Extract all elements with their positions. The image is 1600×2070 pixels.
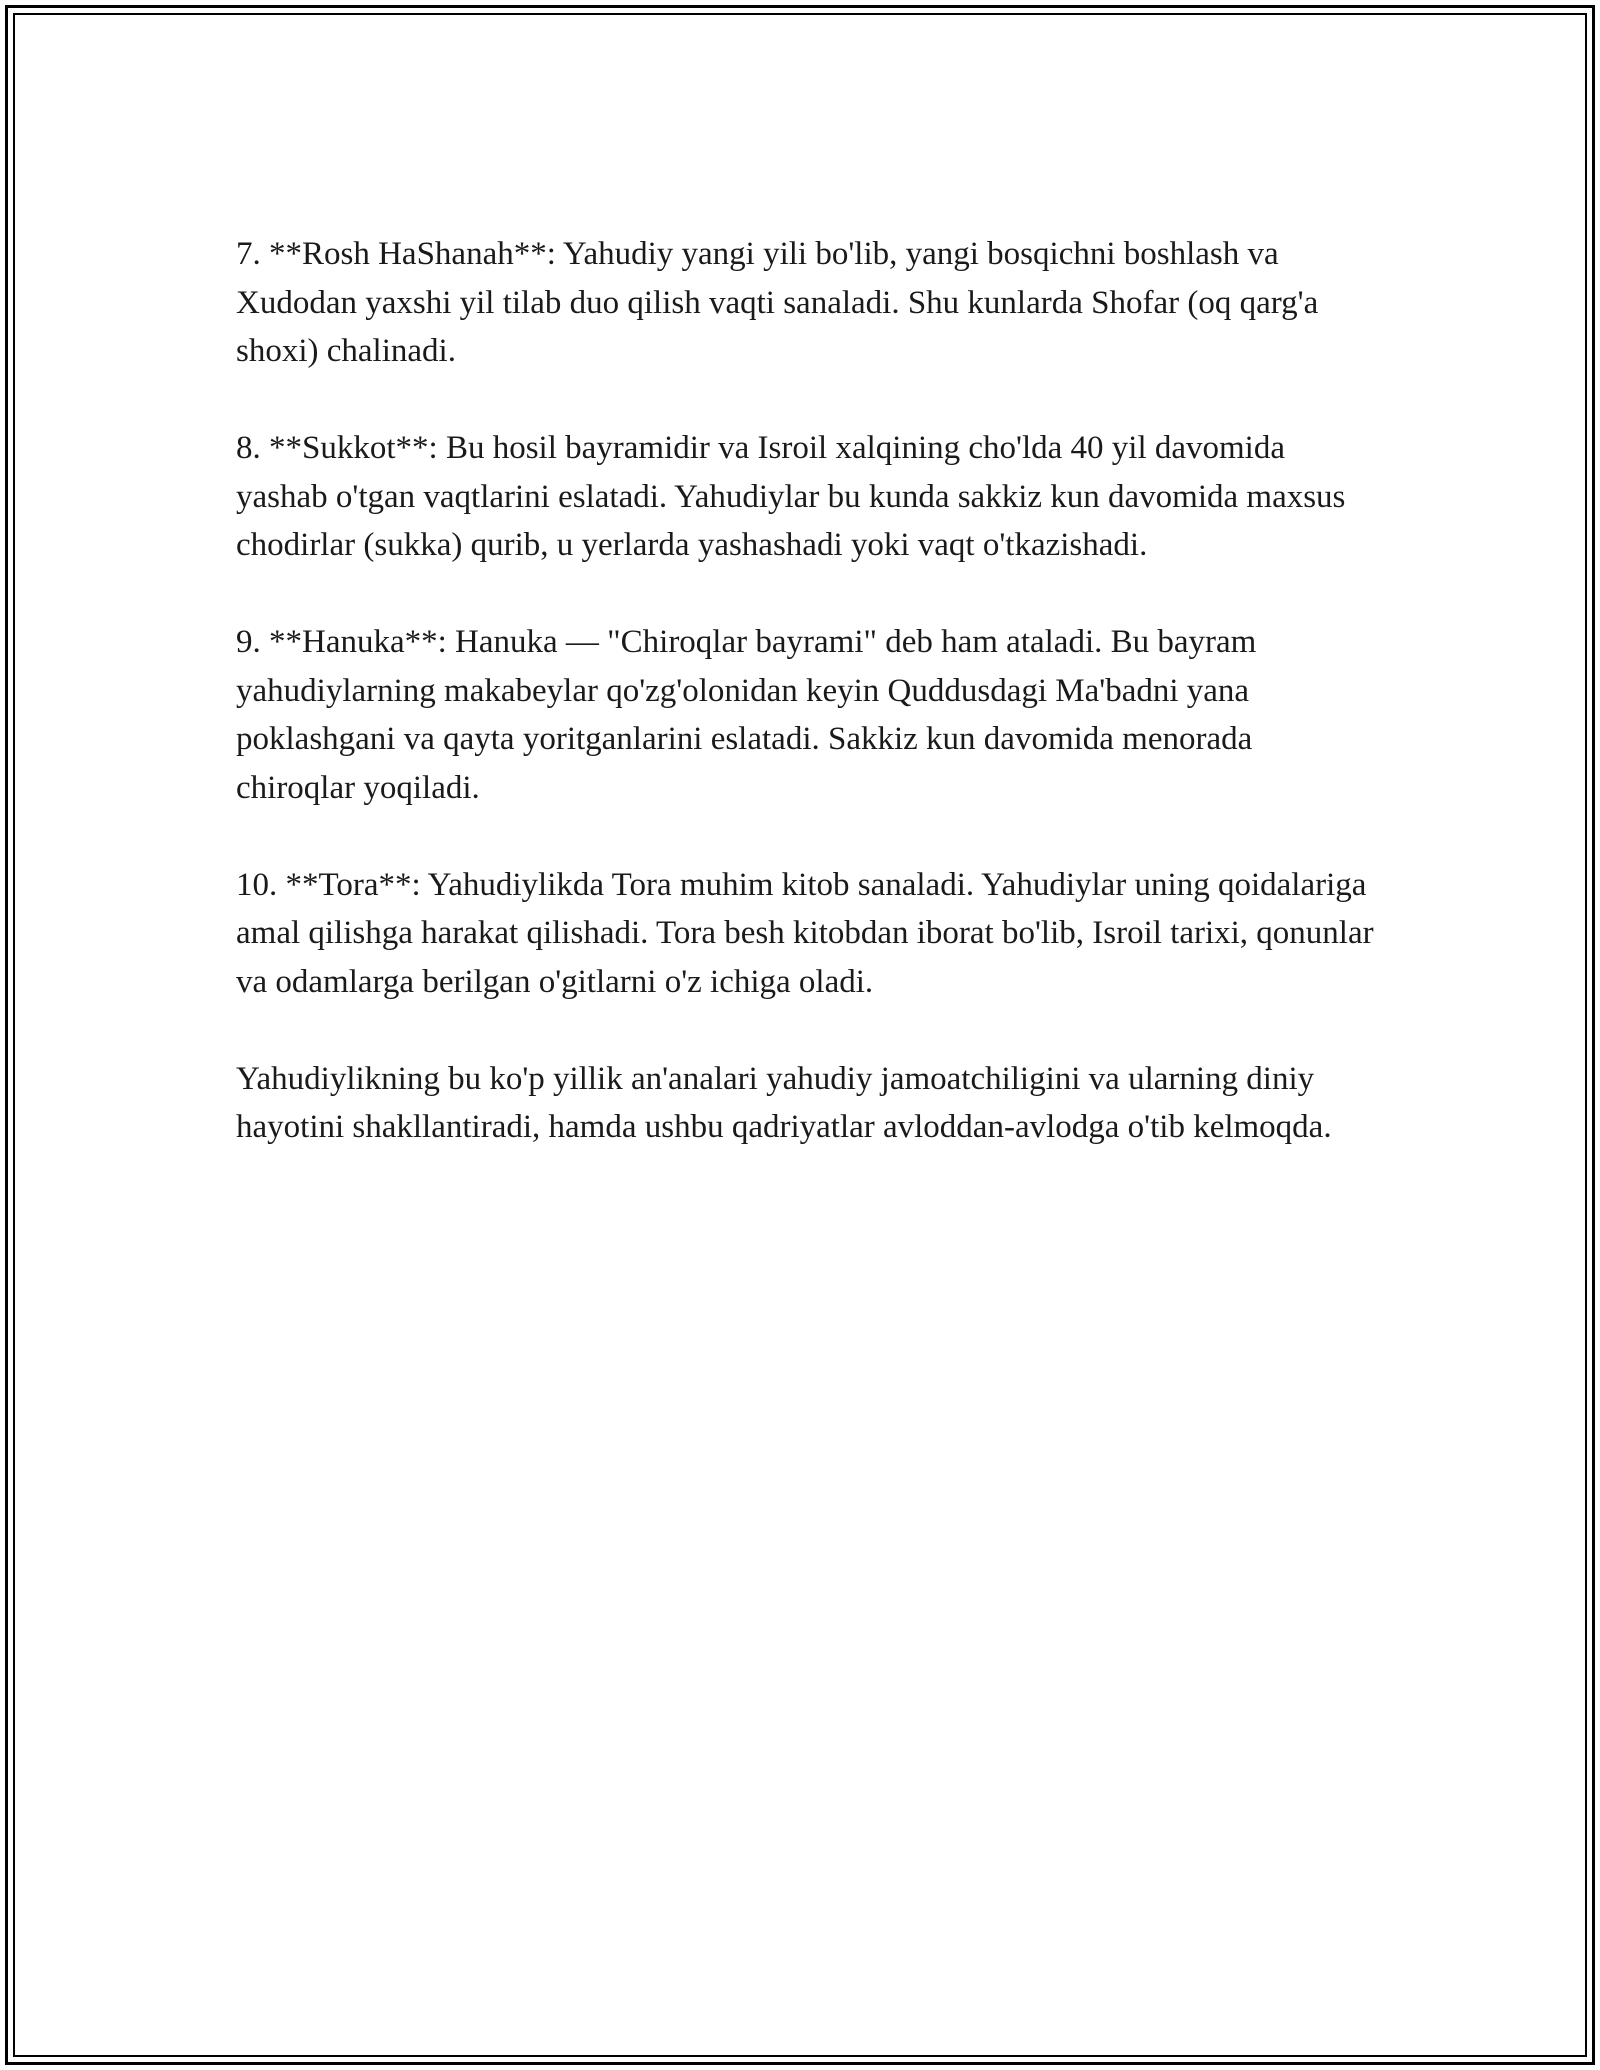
paragraph-tora: 10. **Tora**: Yahudiylikda Tora muhim kitob sanaladi. Yahudiylar uning qoidalariga amal qilishga harakat qilishadi. Tora besh kitobdan iborat bo'lib, Isroil tarixi, qonunlar va odamlarga berilgan o'gitlarni o'z ichiga oladi. — [236, 866, 1374, 1000]
paragraph-conclusion: Yahudiylikning bu ko'p yillik an'analari yahudiy jamoatchiligini va ularning diniy hayotini shakllantiradi, hamda ushbu qadriyatlar avloddan-avlodga o'tib kelmoqda. — [236, 1060, 1332, 1145]
paragraph-rosh-hashanah: 7. **Rosh HaShanah**: Yahudiy yangi yili bo'lib, yangi bosqichni boshlash va Xudodan yaxshi yil tilab duo qilish vaqti sanaladi. Shu kunlarda Shofar (oq qarg'a shoxi) chalinadi. — [236, 236, 1319, 369]
paragraph-sukkot: 8. **Sukkot**: Bu hosil bayramidir va Isroil xalqining cho'lda 40 yil davomida yashab o'tgan vaqtlarini eslatadi. Yahudiylar bu kunda sakkiz kun davomida maxsus chodirlar (sukka) qurib, u yerlarda yashashadi yoki vaqt o'tkazishadi. — [236, 430, 1346, 563]
document-body — [236, 230, 1376, 1200]
paragraph-hanuka: 9. **Hanuka**: Hanuka — "Chiroqlar bayrami" deb ham ataladi. Bu bayram yahudiylarning makabeylar qo'zg'olonidan keyin Quddusdagi Ma'badni yana poklashgani va qayta yoritganlarini eslatadi. Sakkiz kun davomida menorada chiroqlar yoqiladi. — [236, 624, 1257, 806]
